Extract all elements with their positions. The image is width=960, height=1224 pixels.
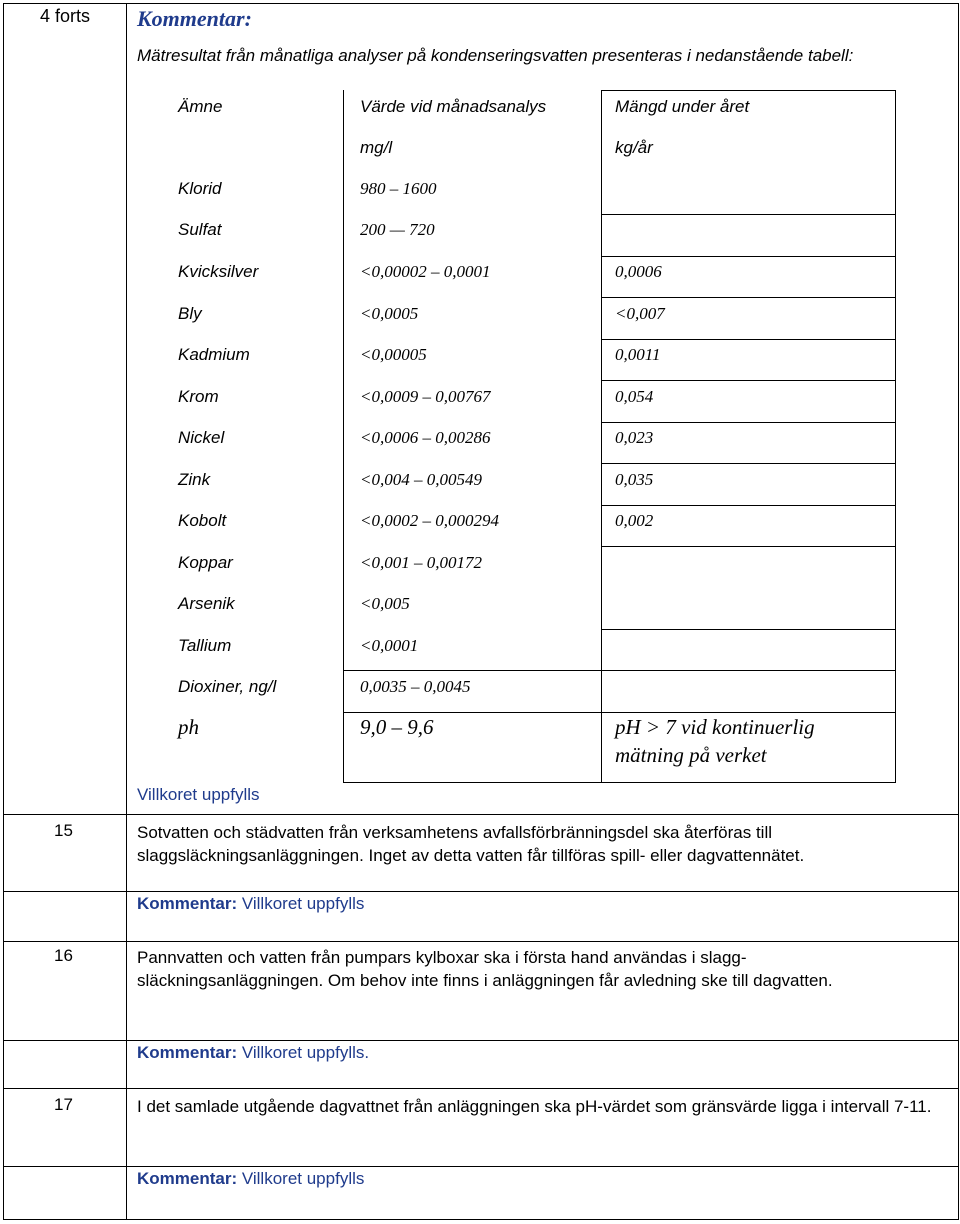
row-divider xyxy=(3,814,958,815)
table-row-line xyxy=(601,629,896,630)
cell-substance: Sulfat xyxy=(178,220,222,239)
comment-label: Kommentar: xyxy=(137,1169,238,1188)
cell-value: <0,0005 xyxy=(360,304,419,323)
table-row-line xyxy=(343,670,896,671)
cell-substance: Kobolt xyxy=(178,511,227,530)
outer-border-left xyxy=(3,3,4,1220)
cell-amount-ph-line1: pH > 7 vid kontinuerlig xyxy=(615,715,815,739)
row-divider xyxy=(3,941,958,942)
cell-amount: 0,054 xyxy=(615,387,654,406)
item-number: 16 xyxy=(54,946,73,965)
comment-label: Kommentar: xyxy=(137,894,238,913)
cell-value-ph: 9,0 – 9,6 xyxy=(360,715,434,739)
cell-substance-ph: ph xyxy=(178,715,199,739)
table-row-line xyxy=(601,90,896,91)
cell-value: <0,004 – 0,00549 xyxy=(360,470,482,489)
table-row-line xyxy=(601,422,896,423)
cell-value: <0,0009 – 0,00767 xyxy=(360,387,491,406)
cell-value: 980 – 1600 xyxy=(360,179,437,198)
cell-substance: Kadmium xyxy=(178,345,250,364)
cell-substance: Krom xyxy=(178,387,219,406)
row-divider xyxy=(3,891,958,892)
table-row-line xyxy=(601,463,896,464)
cell-value: 200 — 720 xyxy=(360,220,435,239)
comment-heading: Kommentar: xyxy=(137,6,252,31)
comment-line xyxy=(137,1043,369,1063)
comment-text: Villkoret uppfylls xyxy=(237,894,365,913)
cell-value: <0,005 xyxy=(360,594,410,613)
cell-amount: 0,0006 xyxy=(615,262,662,281)
row-divider xyxy=(3,1166,958,1167)
table-col-line xyxy=(343,90,344,783)
cell-substance: Klorid xyxy=(178,179,222,198)
cell-substance: Arsenik xyxy=(178,594,235,613)
cell-amount: 0,023 xyxy=(615,428,654,447)
table-col-line xyxy=(895,90,896,783)
cell-value: 0,0035 – 0,0045 xyxy=(360,677,471,696)
comment-label: Kommentar: xyxy=(137,1043,238,1062)
cell-value: <0,0002 – 0,000294 xyxy=(360,511,499,530)
col-header-substance: Ämne xyxy=(178,97,223,116)
outer-border-bottom xyxy=(3,1219,958,1220)
outer-border-right xyxy=(958,3,959,1220)
comment-text: Villkoret uppfylls. xyxy=(237,1043,370,1062)
cell-amount: 0,002 xyxy=(615,511,654,530)
intro-text: Mätresultat från månatliga analyser på kondenseringsvatten presenteras i nedanstående tabell: xyxy=(137,46,854,65)
comment-text: Villkoret uppfylls xyxy=(237,1169,365,1188)
cell-substance: Bly xyxy=(178,304,202,323)
cell-value: <0,00005 xyxy=(360,345,427,364)
col-header-amount: Mängd under året xyxy=(615,97,750,116)
cell-amount-ph-line2: mätning på verket xyxy=(615,743,767,767)
table-row-line xyxy=(601,380,896,381)
table-row-line xyxy=(343,712,896,713)
table-row-line xyxy=(343,782,896,783)
cell-amount: 0,035 xyxy=(615,470,654,489)
col-header-value: Värde vid månadsanalys xyxy=(360,97,547,116)
row-divider xyxy=(3,1088,958,1089)
table-row-line xyxy=(601,256,896,257)
cell-value: <0,00002 – 0,0001 xyxy=(360,262,491,281)
table-row-line xyxy=(601,546,896,547)
col-unit-value: mg/l xyxy=(360,138,393,157)
comment-line xyxy=(137,1169,364,1189)
outer-border-top xyxy=(3,3,958,4)
table-row-line xyxy=(601,297,896,298)
item-number: 4 forts xyxy=(40,6,91,26)
cell-amount: 0,0011 xyxy=(615,345,661,364)
cell-value: <0,001 – 0,00172 xyxy=(360,553,482,572)
cell-value: <0,0001 xyxy=(360,636,419,655)
cell-substance: Zink xyxy=(178,470,211,489)
cell-substance: Tallium xyxy=(178,636,232,655)
row-divider xyxy=(3,1040,958,1041)
cell-substance: Koppar xyxy=(178,553,233,572)
table-row-line xyxy=(601,339,896,340)
col-unit-amount: kg/år xyxy=(615,138,653,157)
item-number: 15 xyxy=(54,821,73,840)
item-text: Pannvatten och vatten från pumpars kylboxar ska i första hand användas i slagg-släckningsanläggningen. Om behov inte finns i anläggningen får avledning ske till dagvatten. xyxy=(137,948,833,990)
item-text: Sotvatten och städvatten från verksamhetens avfallsförbränningsdel ska återföras till slaggsläckningsanläggningen. Inget av detta vatten får tillföras spill- eller dagvattennätet. xyxy=(137,823,805,865)
comment-line xyxy=(137,894,364,914)
status-text: Villkoret uppfylls xyxy=(137,785,260,804)
number-column-divider xyxy=(126,3,127,1220)
item-number: 17 xyxy=(54,1095,73,1114)
cell-amount: <0,007 xyxy=(615,304,665,323)
cell-substance: Nickel xyxy=(178,428,225,447)
table-col-line xyxy=(601,90,602,783)
item-text: I det samlade utgående dagvattnet från anläggningen ska pH-värdet som gränsvärde ligga i intervall 7-11. xyxy=(137,1097,932,1116)
cell-substance: Kvicksilver xyxy=(178,262,259,281)
cell-value: <0,0006 – 0,00286 xyxy=(360,428,491,447)
table-row-line xyxy=(601,214,896,215)
cell-substance: Dioxiner, ng/l xyxy=(178,677,277,696)
table-row-line xyxy=(601,505,896,506)
